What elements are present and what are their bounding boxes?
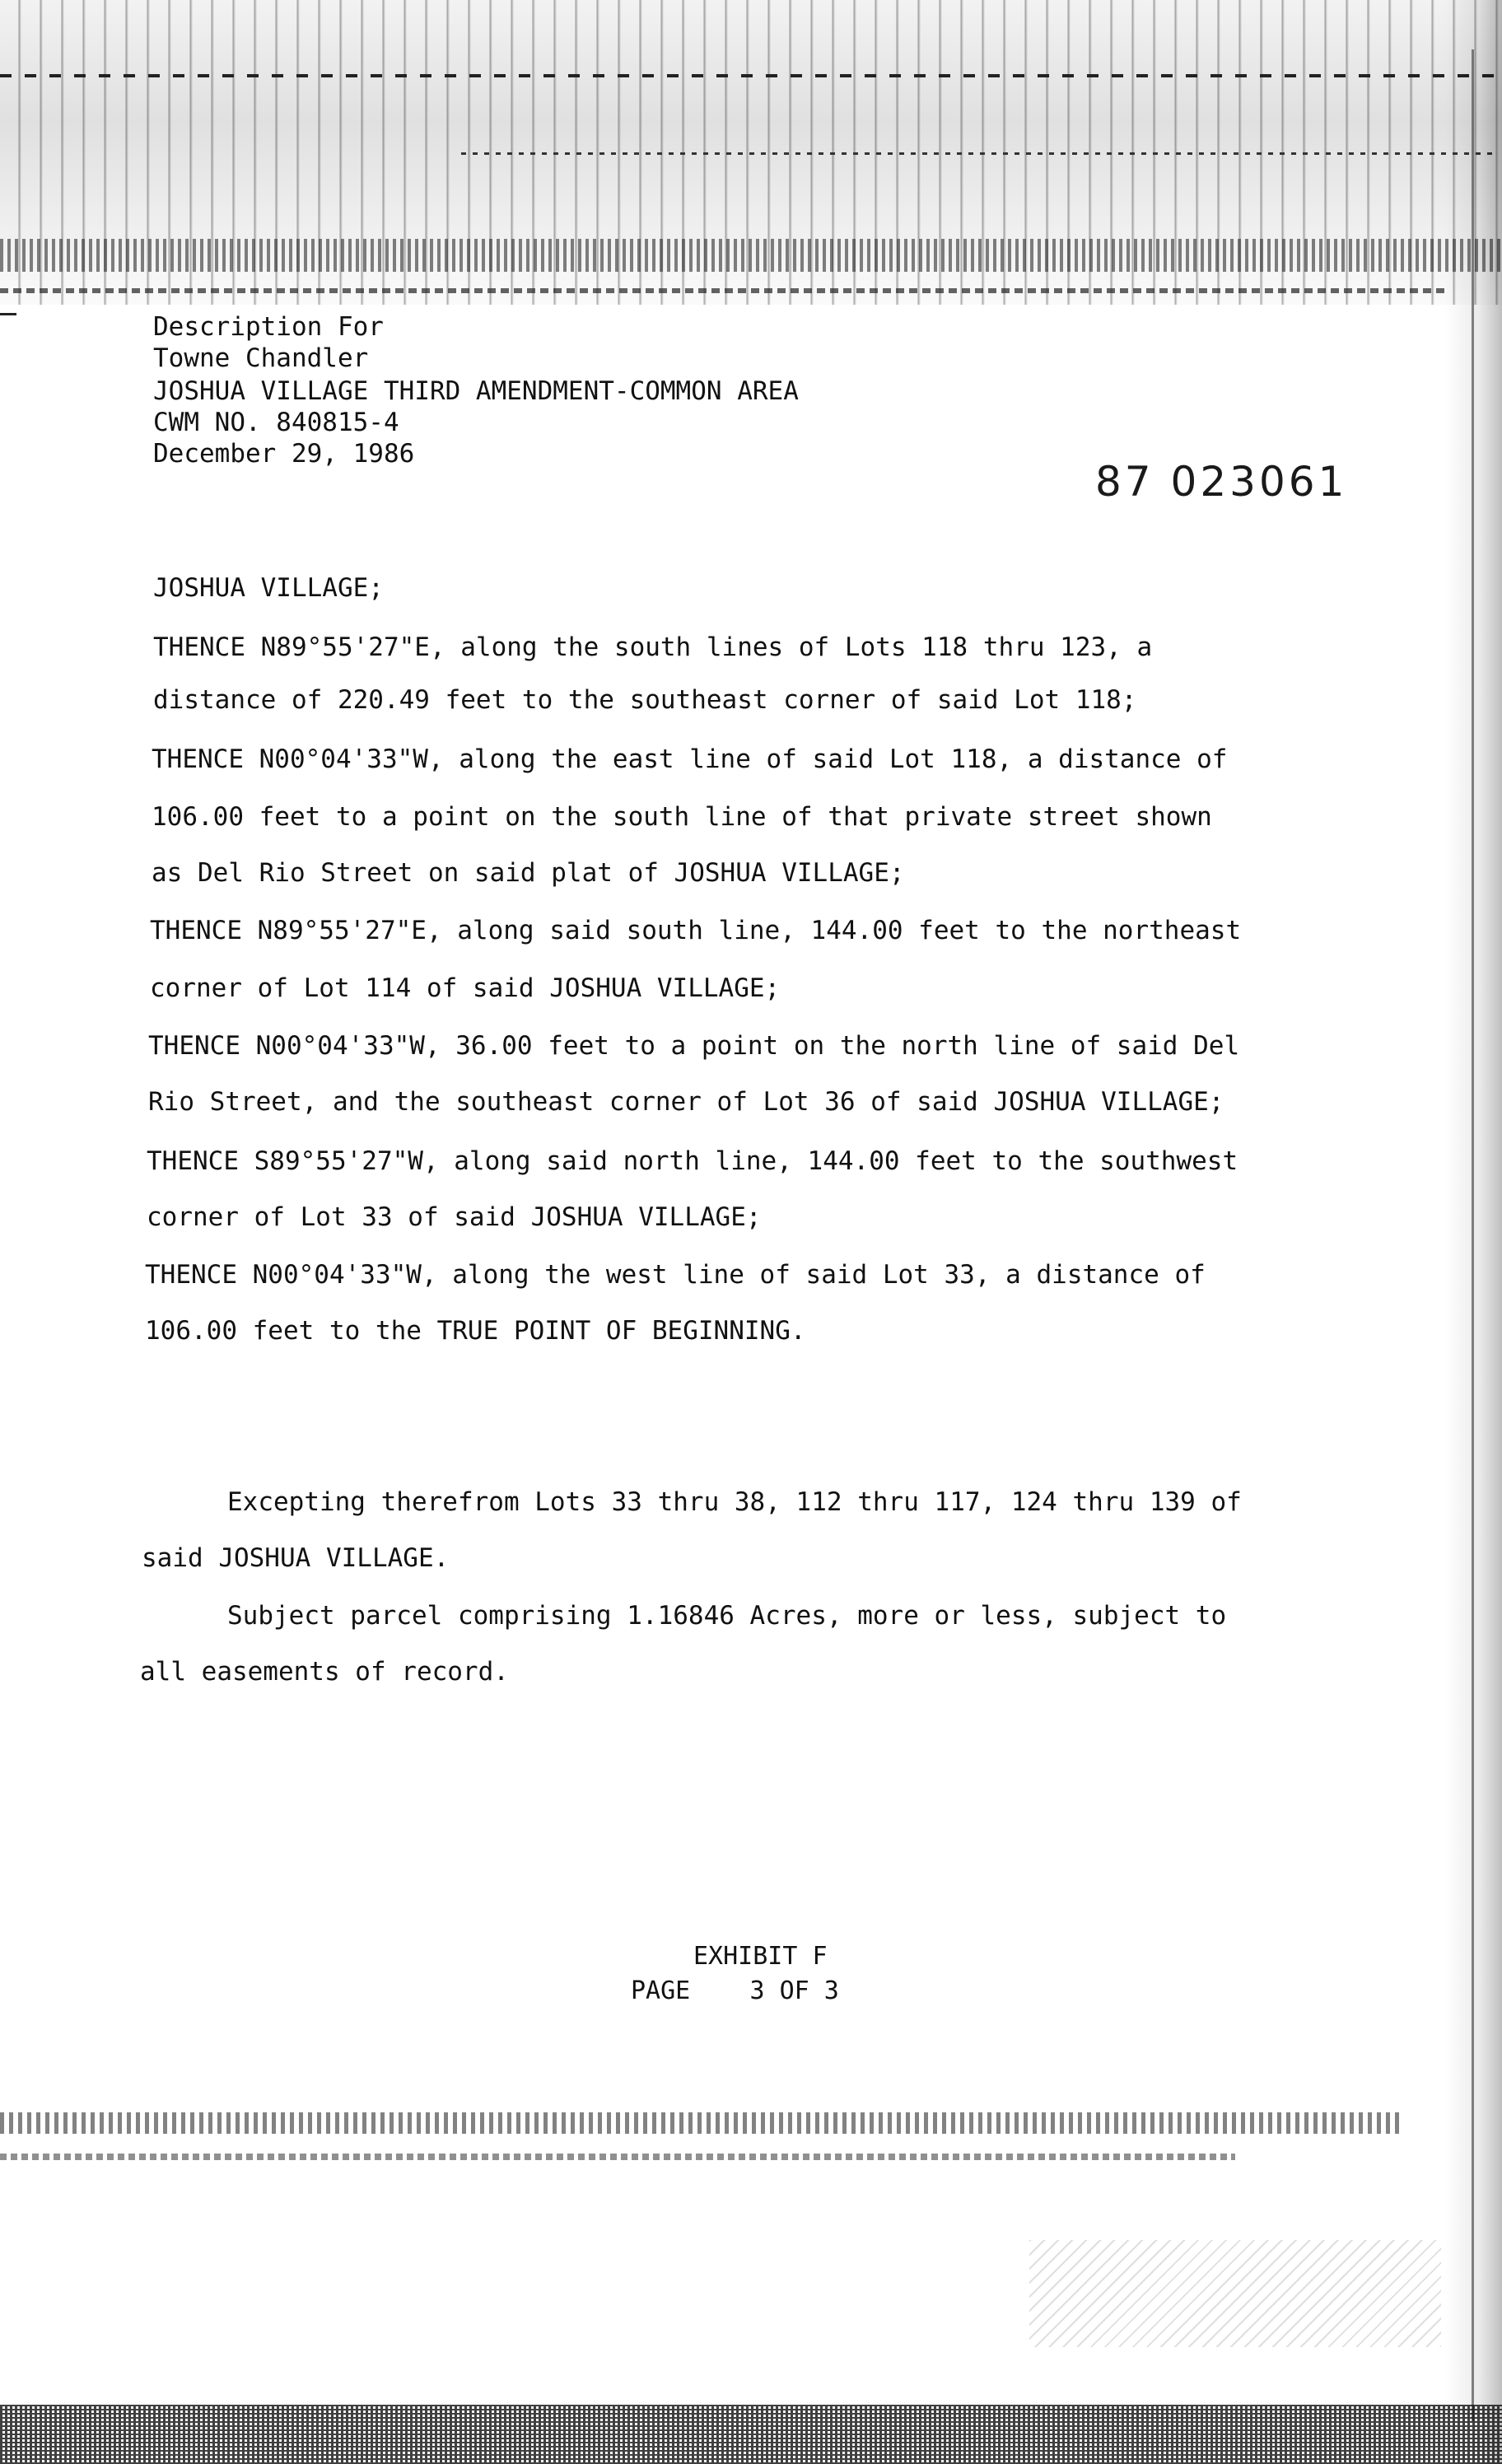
body-line: THENCE S89°55'27"W, along said north line, 144.00 feet to the southwest bbox=[147, 1146, 1238, 1176]
body-line: THENCE N00°04'33"W, along the west line of said Lot 33, a distance of bbox=[145, 1260, 1206, 1290]
body-line: as Del Rio Street on said plat of JOSHUA VILLAGE; bbox=[152, 858, 905, 888]
body-line: JOSHUA VILLAGE; bbox=[153, 573, 384, 603]
body-line: distance of 220.49 feet to the southeast corner of said Lot 118; bbox=[153, 685, 1137, 715]
scan-noise-line bbox=[461, 152, 1499, 155]
body-line: 106.00 feet to a point on the south line of that private street shown bbox=[152, 802, 1212, 832]
exhibit-label: EXHIBIT F bbox=[693, 1942, 828, 1971]
scan-noise-bottom bbox=[0, 2405, 1502, 2464]
header-job-number: CWM NO. 840815-4 bbox=[153, 408, 399, 437]
body-line: Rio Street, and the southeast corner of Lot 36 of said JOSHUA VILLAGE; bbox=[148, 1087, 1224, 1117]
scan-noise-line bbox=[0, 2112, 1400, 2134]
scan-noise-top bbox=[0, 0, 1502, 305]
body-line: THENCE N89°55'27"E, along said south line, 144.00 feet to the northeast bbox=[150, 916, 1242, 945]
scan-noise-speckle bbox=[1029, 2240, 1441, 2347]
body-line: THENCE N00°04'33"W, along the east line of said Lot 118, a distance of bbox=[152, 744, 1228, 774]
scan-noise-line bbox=[0, 74, 1502, 77]
recording-number: 87 023061 bbox=[1095, 458, 1348, 506]
header-date: December 29, 1986 bbox=[153, 439, 415, 469]
body-line: corner of Lot 33 of said JOSHUA VILLAGE; bbox=[147, 1202, 762, 1232]
scan-edge-left bbox=[0, 313, 16, 365]
body-line: Subject parcel comprising 1.16846 Acres, more or less, subject to bbox=[227, 1601, 1227, 1631]
body-line: THENCE N00°04'33"W, 36.00 feet to a point on the north line of said Del bbox=[148, 1031, 1240, 1061]
header-description-for: Description For bbox=[153, 312, 384, 342]
scan-edge-line bbox=[1472, 49, 1474, 2421]
header-client: Towne Chandler bbox=[153, 343, 369, 373]
header-project: JOSHUA VILLAGE THIRD AMENDMENT-COMMON AREA bbox=[153, 376, 799, 406]
body-line: Excepting therefrom Lots 33 thru 38, 112 thru 117, 124 thru 139 of bbox=[227, 1487, 1242, 1517]
scan-noise-line bbox=[0, 2154, 1235, 2160]
body-line: said JOSHUA VILLAGE. bbox=[142, 1543, 450, 1573]
scan-noise-line bbox=[0, 239, 1502, 272]
body-line: corner of Lot 114 of said JOSHUA VILLAGE; bbox=[150, 973, 781, 1003]
body-line: THENCE N89°55'27"E, along the south lines of Lots 118 thru 123, a bbox=[153, 632, 1153, 662]
scan-noise-line bbox=[0, 288, 1449, 293]
page-number: PAGE 3 OF 3 bbox=[631, 1976, 839, 2005]
body-line: 106.00 feet to the TRUE POINT OF BEGINNING. bbox=[145, 1316, 806, 1346]
body-line: all easements of record. bbox=[140, 1657, 509, 1687]
